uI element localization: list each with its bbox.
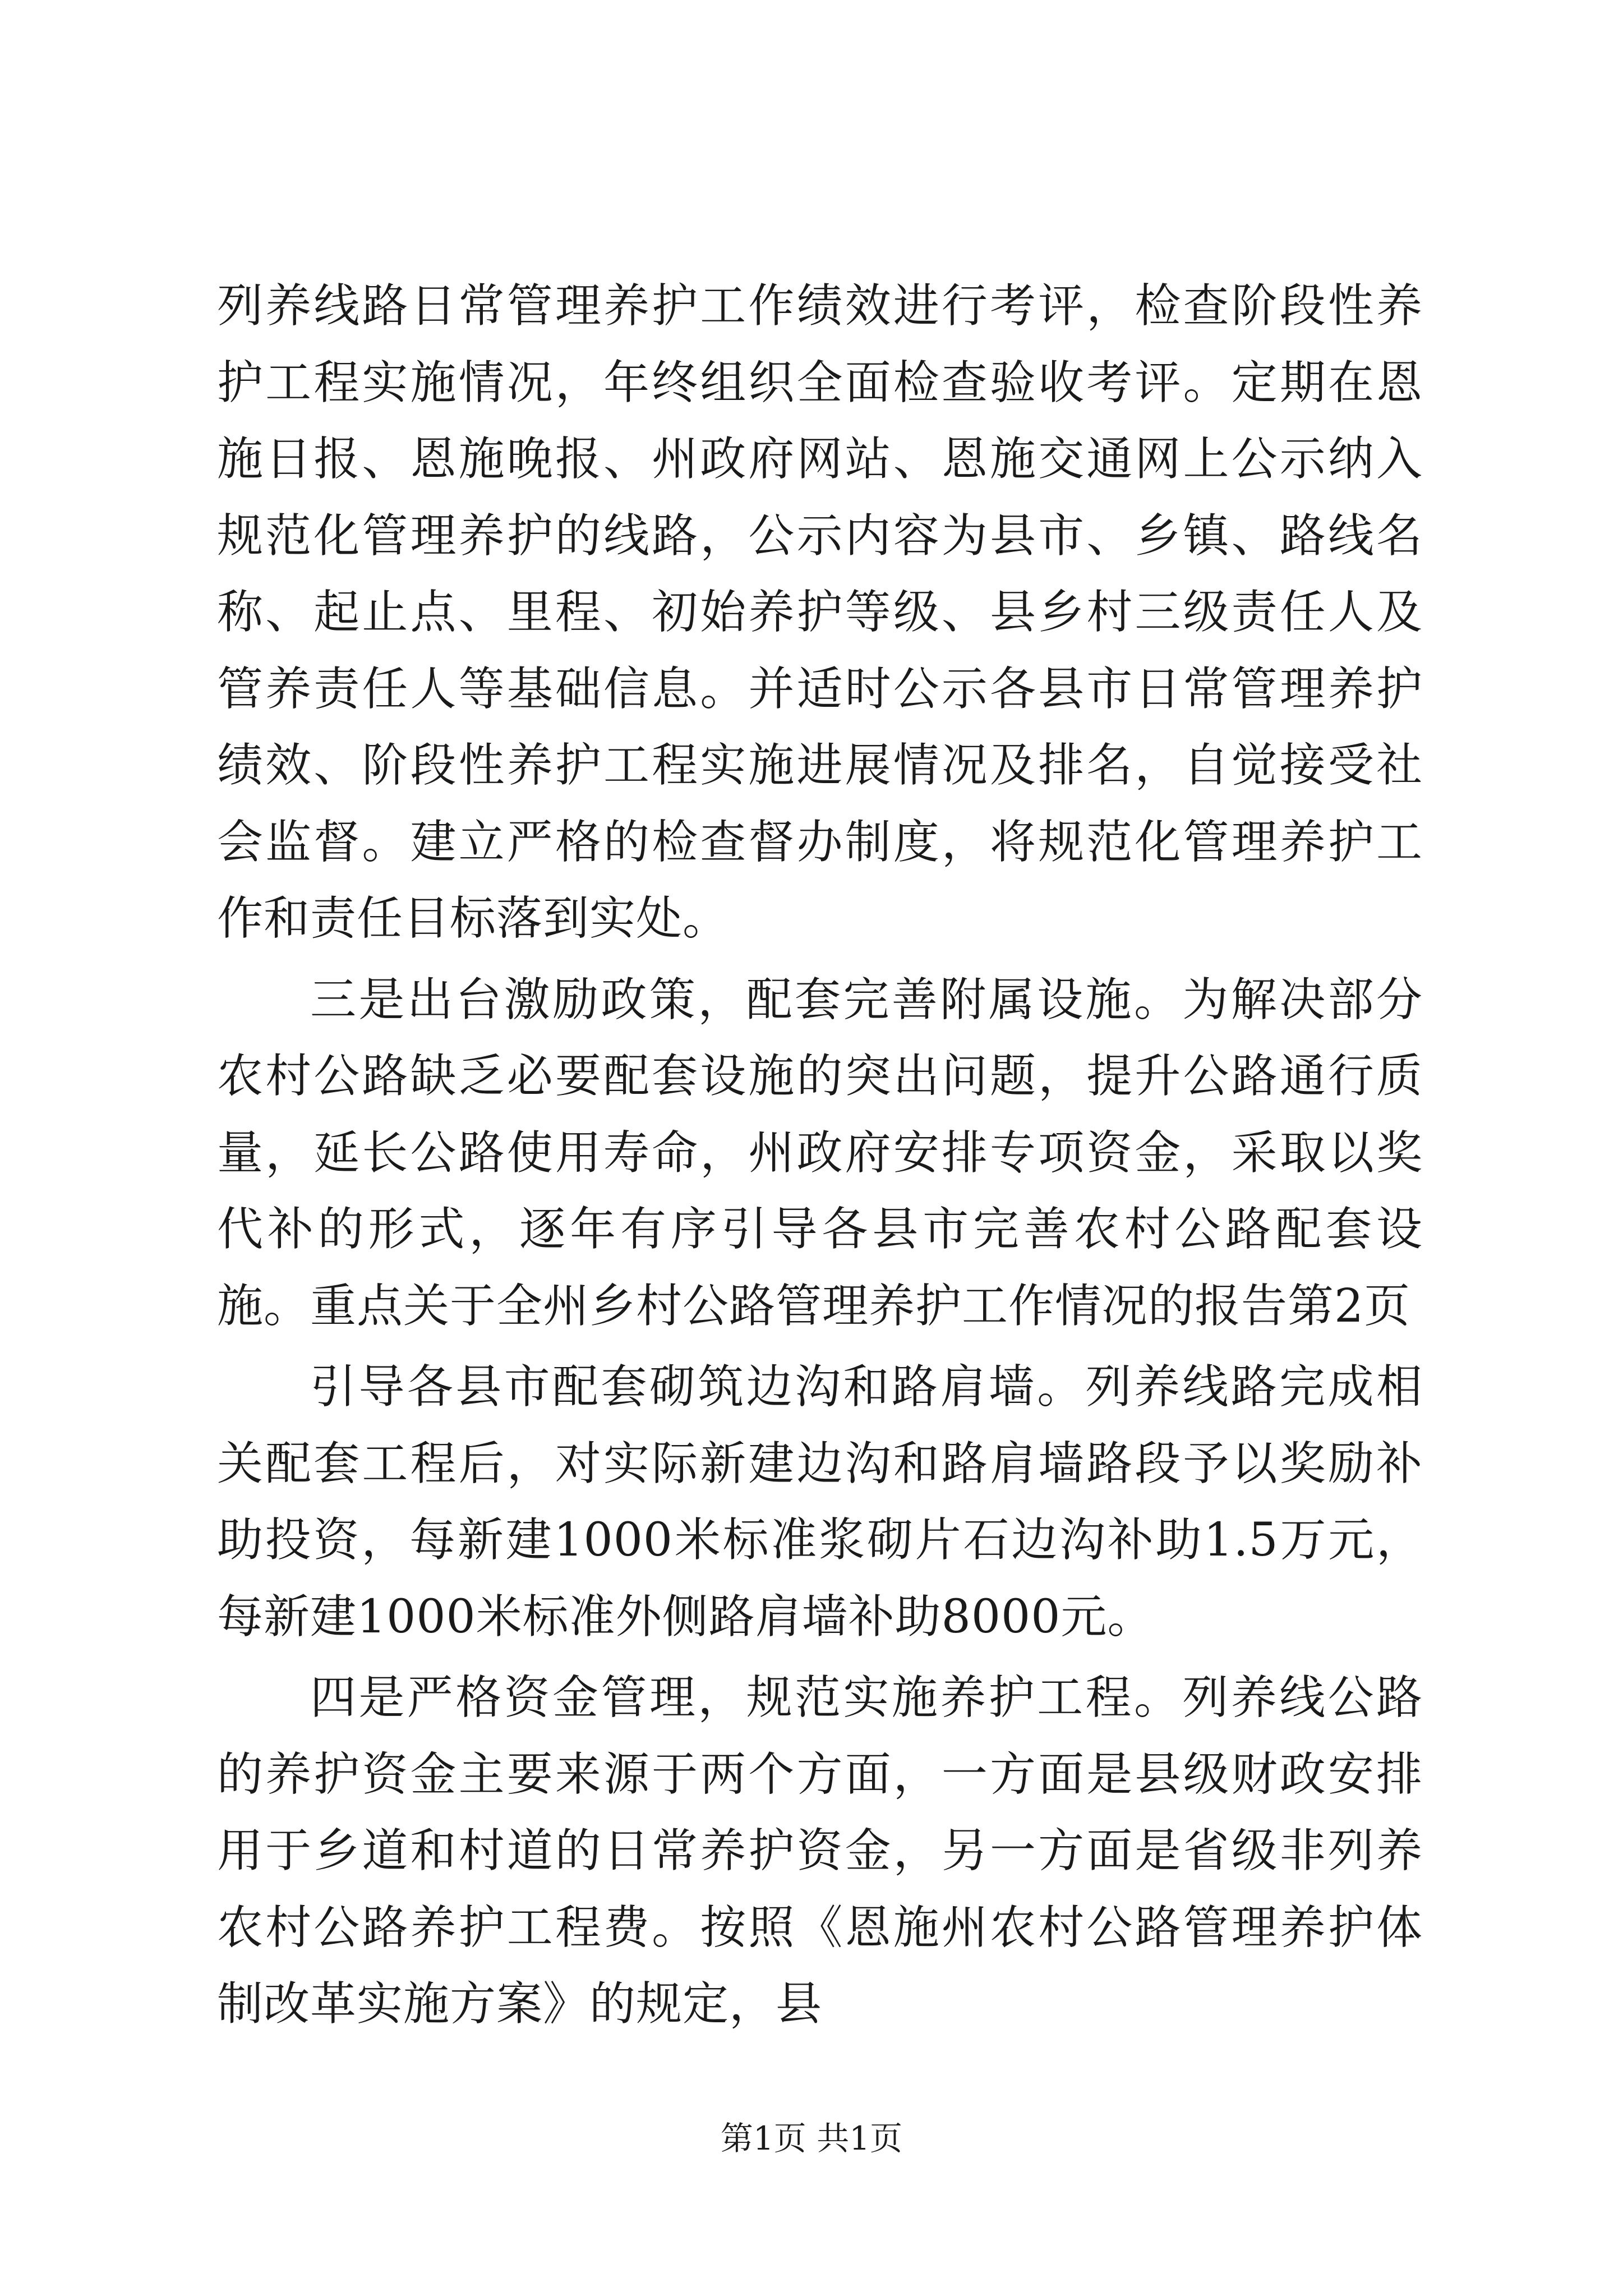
paragraph-1: 列养线路日常管理养护工作绩效进行考评，检查阶段性养护工程实施情况，年终组织全面检查验收考评。定期在恩施日报、恩施晚报、州政府网站、恩施交通网上公示纳入规范化管理养护的线路，公示内容为县市、乡镇、路线名称、起止点、里程、初始养护等级、县乡村三级责任人及管养责任人等基础信息。并适时公示各县市日常管理养护绩效、阶段性养护工程实施进展情况及排名，自觉接受社会监督。建立严格的检查督办制度，将规范化管理养护工作和责任目标落到实处。 — [217, 279, 1423, 945]
page-footer: 第1页 共1页 — [720, 2119, 903, 2157]
paragraph-3: 引导各县市配套砌筑边沟和路肩墙。列养线路完成相关配套工程后，对实际新建边沟和路肩墙路段予以奖励补助投资，每新建1000米标准浆砌片石边沟补助1.5万元，每新建1000米标准外侧路肩墙补助8000元。 — [217, 1360, 1423, 1644]
paragraph-2: 三是出台激励政策，配套完善附属设施。为解决部分农村公路缺乏必要配套设施的突出问题，提升公路通行质量，延长公路使用寿命，州政府安排专项资金，采取以奖代补的形式，逐年有序引导各县市完善农村公路配套设施。重点关于全州乡村公路管理养护工作情况的报告第2页 — [217, 973, 1423, 1333]
document-body — [217, 268, 1423, 2047]
paragraph-4: 四是严格资金管理，规范实施养护工程。列养线公路的养护资金主要来源于两个方面，一方面是县级财政安排用于乡道和村道的日常养护资金，另一方面是省级非列养农村公路养护工程费。按照《恩施州农村公路管理养护体制改革实施方案》的规定，县 — [217, 1671, 1423, 2031]
